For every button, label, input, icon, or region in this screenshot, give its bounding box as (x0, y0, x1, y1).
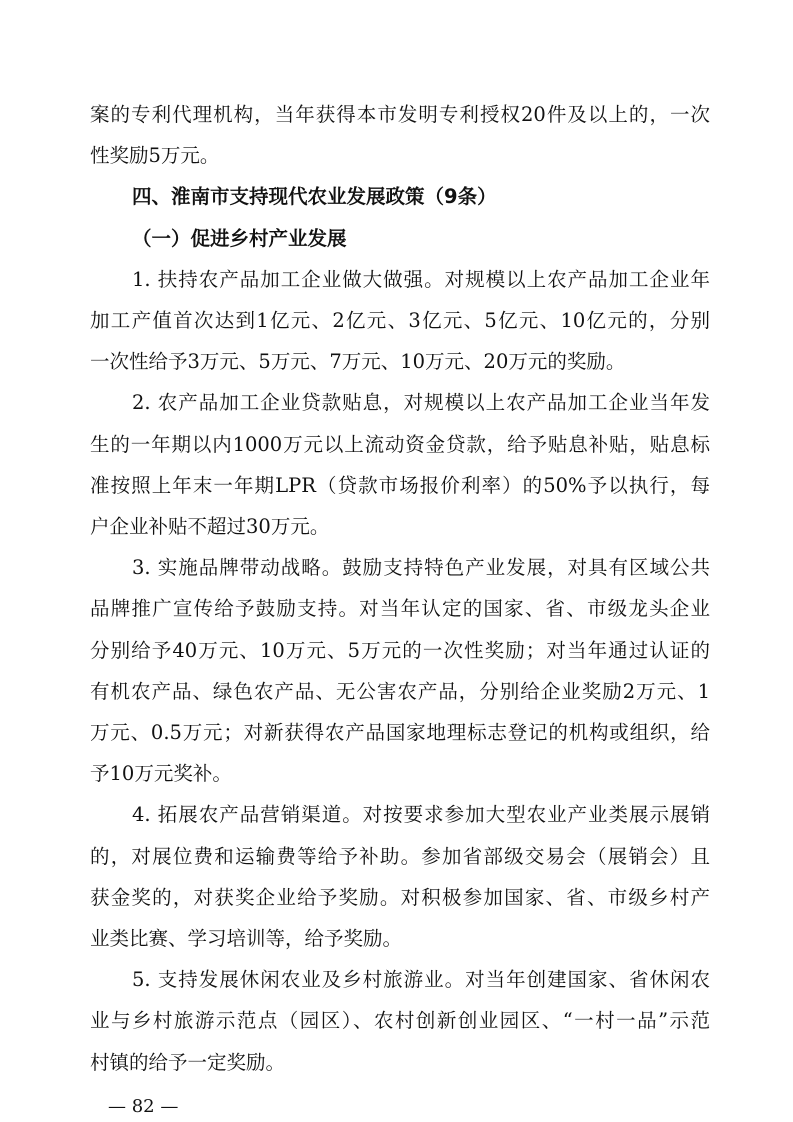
text-line: 4. 拓展农产品营销渠道。对按要求参加大型农业产业类展示展销 (132, 803, 710, 827)
text-line: 准按照上年末一年期LPR（贷款市场报价利率）的50%予以执行，每 (90, 473, 710, 497)
text-line: 万元、0.5万元；对新获得农产品国家地理标志登记的机构或组织，给 (90, 721, 710, 744)
text-line: 户企业补贴不超过30万元。 (90, 515, 330, 538)
text-line: 2. 农产品加工企业贷款贴息，对规模以上农产品加工企业当年发 (132, 391, 710, 415)
text-line: 的，对展位费和运输费等给予补助。参加省部级交易会（展销会）且 (90, 844, 710, 868)
text-line: 生的一年期以内1000万元以上流动资金贷款，给予贴息补贴，贴息标 (90, 432, 710, 456)
text-line: 予10万元奖补。 (90, 762, 232, 786)
subsection-heading: （一）促进乡村产业发展 (132, 226, 347, 250)
text-line: 获金奖的，对获奖企业给予奖励。对积极参加国家、省、市级乡村产 (90, 885, 710, 909)
text-line: 业类比赛、学习培训等，给予奖励。 (90, 927, 403, 950)
text-line: 性奖励5万元。 (90, 144, 220, 168)
text-line: 分别给予40万元、10万元、5万元的一次性奖励；对当年通过认证的 (90, 638, 710, 662)
text-line: 案的专利代理机构，当年获得本市发明专利授权20件及以上的，一次 (90, 103, 710, 126)
text-line: 一次性给予3万元、5万元、7万元、10万元、20万元的奖励。 (90, 350, 626, 374)
text-line: 村镇的给予一定奖励。 (90, 1050, 286, 1074)
text-line: 1. 扶持农产品加工企业做大做强。对规模以上农产品加工企业年 (132, 267, 710, 291)
text-line: 品牌推广宣传给予鼓励支持。对当年认定的国家、省、市级龙头企业 (90, 597, 710, 621)
text-line: 有机农产品、绿色农产品、无公害农产品，分别给企业奖励2万元、1 (90, 679, 710, 703)
text-line: 3. 实施品牌带动战略。鼓励支持特色产业发展，对具有区域公共 (132, 556, 710, 580)
text-line: 加工产值首次达到1亿元、2亿元、3亿元、5亿元、10亿元的，分别 (90, 309, 710, 332)
page-number: — 82 — (108, 1095, 179, 1117)
section-heading: 四、淮南市支持现代农业发展政策（9条） (132, 185, 497, 209)
text-line: 业与乡村旅游示范点（园区）、农村创新创业园区、“一村一品”示范 (90, 1009, 710, 1033)
text-line: 5. 支持发展休闲农业及乡村旅游业。对当年创建国家、省休闲农 (132, 968, 710, 992)
